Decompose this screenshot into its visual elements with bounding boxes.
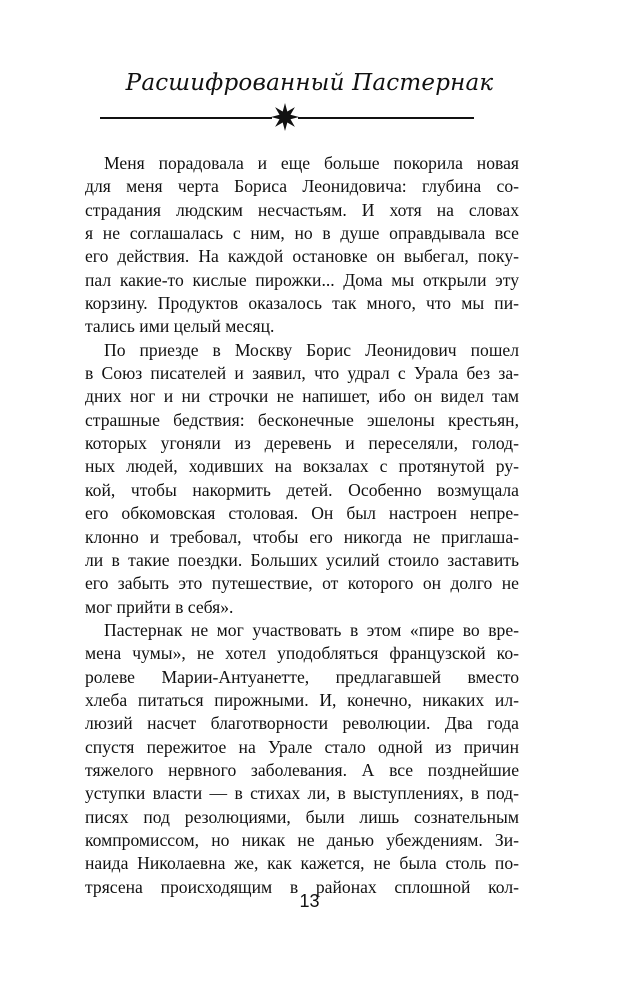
- text-line: корзину. Продуктов оказалось так много, что мы пи-: [85, 293, 519, 314]
- text-line: ли в такие поездки. Больших усилий стоило заставить: [85, 549, 519, 570]
- text-line: уступки власти — в стихах ли, в выступлениях, в под-: [85, 783, 519, 804]
- text-line: люзий насчет благотворности революции. Два года: [85, 713, 519, 734]
- text-line: По приезде в Москву Борис Леонидович пошел: [104, 339, 519, 360]
- text-line: ных людей, ходивших на вокзалах с протянутой ру-: [85, 456, 519, 477]
- text-line: спустя пережитое на Урале стало одной из причин: [85, 736, 519, 757]
- text-line: его действия. На каждой остановке он выбегал, поку-: [85, 246, 519, 267]
- text-line: мена чумы», не хотел уподобляться французской ко-: [85, 643, 519, 664]
- text-line: для меня черта Бориса Леонидовича: глубина со-: [85, 176, 519, 197]
- text-line: трясена происходящим в районах сплошной кол-: [85, 876, 519, 897]
- text-line: мог прийти в себя».: [85, 596, 234, 617]
- page-number: 13: [299, 891, 320, 911]
- text-line: страдания людским несчастьям. И хотя на словах: [85, 199, 519, 220]
- text-line: клонно и требовал, чтобы его никогда не приглаша-: [85, 526, 519, 547]
- text-line: тяжелого нервного заболевания. А все позднейшие: [85, 759, 519, 780]
- asterism-star-icon: [271, 103, 299, 131]
- text-line: его обкомовская столовая. Он был настроен непре-: [85, 503, 519, 524]
- text-line: его забыть это путешествие, от которого он долго не: [85, 573, 519, 594]
- text-line: дних ног и ни строчки не напишет, ибо он видел там: [85, 386, 519, 407]
- text-line: наида Николаевна же, как кажется, не была столь по-: [85, 853, 519, 874]
- header-rule-left: [100, 117, 272, 119]
- text-line: Пастернак не мог участвовать в этом «пире во вре-: [104, 619, 519, 640]
- text-line: ролеве Марии-Антуанетте, предлагавшей вместо: [85, 666, 519, 687]
- text-line: страшные бедствия: бесконечные эшелоны крестьян,: [85, 409, 519, 430]
- text-line: пал какие-то кислые пирожки... Дома мы открыли эту: [85, 269, 519, 290]
- text-line: компромиссом, но никак не данью убеждениям. Зи-: [85, 829, 519, 850]
- text-line: писях под резолюциями, были лишь сознательным: [85, 806, 519, 827]
- text-line: тались ими целый месяц.: [85, 316, 275, 337]
- running-head-title: Расшифрованный Пастернак: [125, 70, 494, 96]
- header-rule-right: [298, 117, 474, 119]
- text-line: Меня порадовала и еще больше покорила новая: [104, 153, 519, 173]
- text-line: кой, чтобы накормить детей. Особенно возмущала: [85, 479, 519, 500]
- text-line: в Союз писателей и заявил, что удрал с Урала без за-: [85, 363, 519, 384]
- text-line: которых угоняли из деревень и переселяли, голод-: [85, 433, 519, 454]
- body-text: [85, 152, 519, 899]
- text-line: хлеба питаться пирожными. И, конечно, никаких ил-: [85, 689, 519, 710]
- text-line: я не соглашалась с ним, но в душе оправдывала все: [85, 223, 519, 244]
